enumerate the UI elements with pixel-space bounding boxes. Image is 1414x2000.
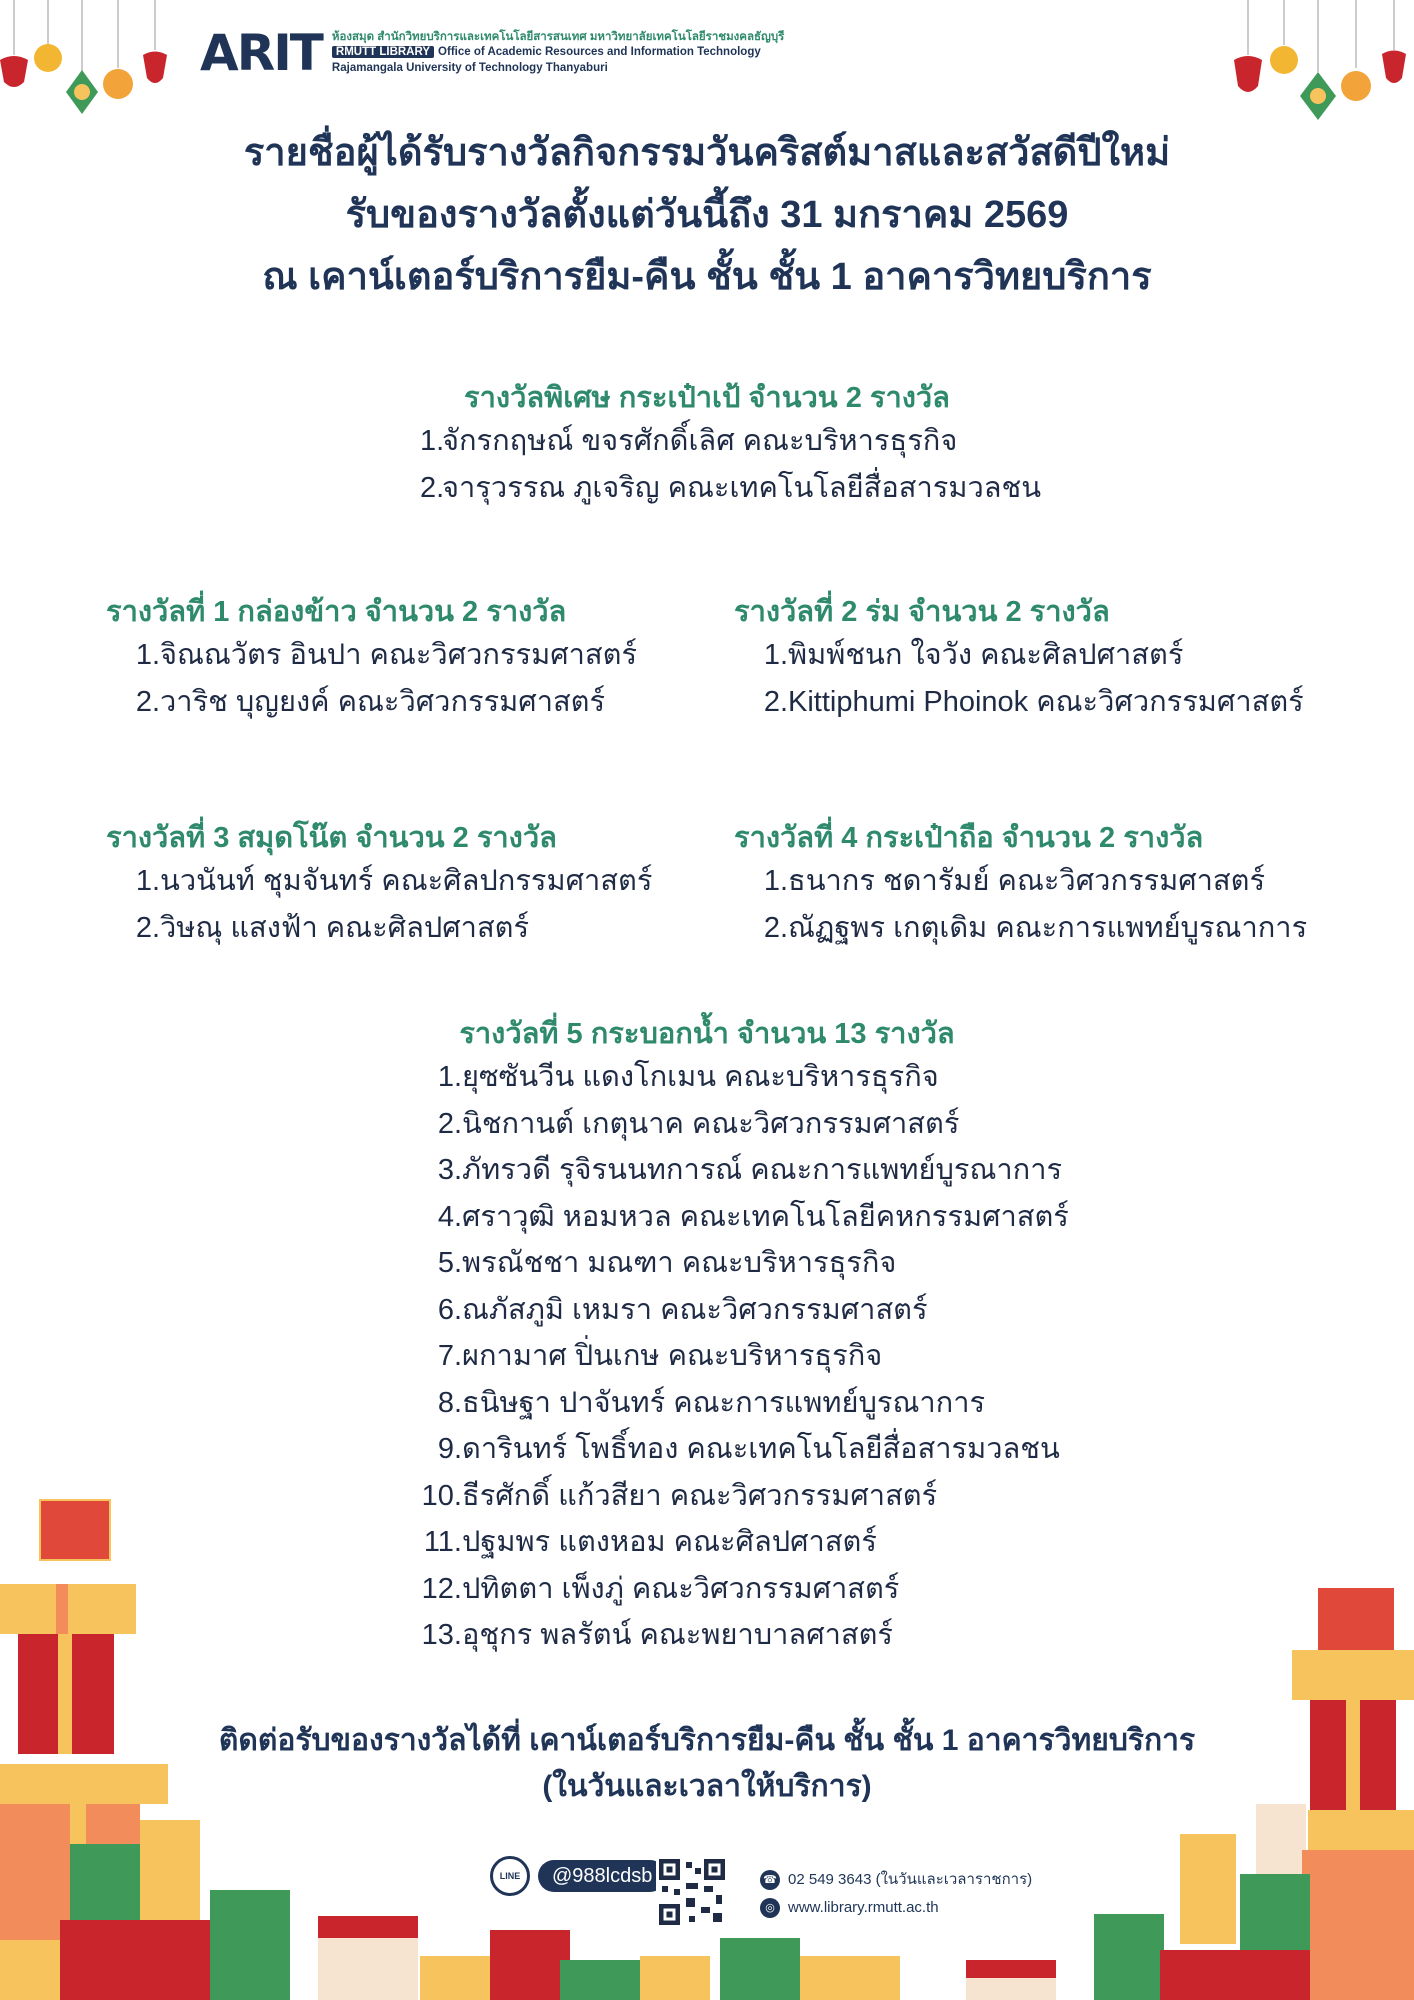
list-item: 2.Kittiphumi Phoinok คณะวิศวกรรมศาสตร์ bbox=[763, 685, 1304, 718]
list-item: 5.พรณัชชา มณฑา คณะบริหารธุรกิจ bbox=[437, 1247, 897, 1279]
title-line-2: รับของรางวัลตั้งแต่วันนี้ถึง 31 มกราคม 2569 bbox=[345, 194, 1069, 236]
list-item: 2.ณัฏฐพร เกตุเดิม คณะการแพทย์บูรณาการ bbox=[763, 911, 1308, 944]
list-item: 6.ณภัสภูมิ เหมรา คณะวิศวกรรมศาสตร์ bbox=[437, 1293, 928, 1326]
list-item: 2.จารุวรรณ ภูเจริญ คณะเทคโนโลยีสื่อสารมวลชน bbox=[420, 471, 1042, 504]
winner-list-3 bbox=[134, 858, 652, 951]
line-id-badge[interactable]: @988lcdsb bbox=[538, 1860, 666, 1892]
list-item: 13.อุชุกร พลรัตน์ คณะพยาบาลศาสตร์ bbox=[421, 1619, 894, 1651]
list-item: 12.ปทิตตา เพ็งภู่ คณะวิศวกรรมศาสตร์ bbox=[421, 1572, 900, 1605]
prize-heading-special: รางวัลพิเศษ กระเป๋าเป้ จำนวน 2 รางวัล bbox=[464, 382, 950, 414]
list-item: 1.นวนันท์ ชุมจันทร์ คณะศิลปกรรมศาสตร์ bbox=[135, 865, 653, 897]
ornament-cluster-left-balls bbox=[0, 44, 167, 114]
title-line-1: รายชื่อผู้ได้รับรางวัลกิจกรรมวันคริสต์มาสและสวัสดีปีใหม่ bbox=[243, 132, 1171, 174]
list-item: 7.ผกามาศ ปิ่นเกษ คณะบริหารธุรกิจ bbox=[437, 1340, 883, 1372]
logo-line-thai: ห้องสมุด สำนักวิทยบริการและเทคโนโลยีสารสนเทศ มหาวิทยาลัยเทคโนโลยีราชมงคลธัญบุรี bbox=[331, 31, 785, 44]
pickup-contact-note bbox=[0, 1718, 1414, 1810]
prize-block-3 bbox=[106, 818, 652, 951]
list-item: 2.วิษณุ แสงฟ้า คณะศิลปศาสตร์ bbox=[135, 911, 530, 944]
list-item: 1.จิณณวัตร อินปา คณะวิศวกรรมศาสตร์ bbox=[135, 639, 638, 671]
prize-block-4 bbox=[734, 818, 1307, 951]
qr-code-icon[interactable] bbox=[656, 1856, 728, 1928]
winner-list-1 bbox=[134, 632, 637, 725]
prize-block-1 bbox=[106, 592, 637, 725]
winner-list-2 bbox=[762, 632, 1304, 725]
contact-line-1: ติดต่อรับของรางวัลได้ที่ เคาน์เตอร์บริการยืม-คืน ชั้น ชั้น 1 อาคารวิทยบริการ bbox=[218, 1724, 1196, 1757]
list-item: 1.พิมพ์ชนก ใจวัง คณะศิลปศาสตร์ bbox=[763, 639, 1184, 671]
list-item: 1.จักรกฤษณ์ ขจรศักดิ์เลิศ คณะบริหารธุรกิจ bbox=[420, 425, 958, 457]
list-item: 8.ธนิษฐา ปาจันทร์ คณะการแพทย์บูรณาการ bbox=[437, 1386, 986, 1419]
website-link[interactable]: www.library.rmutt.ac.th bbox=[788, 1899, 939, 1916]
winner-list-5 bbox=[420, 1054, 1414, 1659]
contact-line-2: (ในวันและเวลาให้บริการ) bbox=[542, 1770, 872, 1803]
list-item: 10.ธีรศักดิ์ แก้วสียา คณะวิศวกรรมศาสตร์ bbox=[421, 1479, 938, 1512]
website-row[interactable] bbox=[760, 1894, 1032, 1922]
phone-icon: ☎ bbox=[760, 1870, 780, 1890]
line-contact[interactable] bbox=[490, 1856, 666, 1896]
list-item: 1.ยุซซันวีน แดงโกเมน คณะบริหารธุรกิจ bbox=[437, 1061, 939, 1093]
logo-line-university: Rajamangala University of Technology Thanyaburi bbox=[331, 61, 608, 74]
list-item: 11.ปฐมพร แตงหอม คณะศิลปศาสตร์ bbox=[423, 1526, 877, 1558]
prize-heading-3: รางวัลที่ 3 สมุดโน๊ต จำนวน 2 รางวัล bbox=[106, 822, 557, 854]
list-item: 4.ศราวุฒิ หอมหวล คณะเทคโนโลยีคหกรรมศาสตร์ bbox=[437, 1200, 1069, 1233]
phone-row bbox=[760, 1866, 1032, 1894]
logo-office-text: Office of Academic Resources and Information Technology bbox=[438, 46, 761, 59]
contact-info bbox=[760, 1866, 1032, 1922]
prize-heading-5: รางวัลที่ 5 กระบอกน้ำ จำนวน 13 รางวัล bbox=[459, 1018, 955, 1050]
list-item: 1.ธนากร ชดารัมย์ คณะวิศวกรรมศาสตร์ bbox=[763, 865, 1266, 897]
prize-block-5 bbox=[0, 1014, 1414, 1659]
logo-text-block bbox=[332, 31, 784, 75]
phone-number: 02 549 3643 (ในวันและเวลาราชการ) bbox=[788, 1871, 1033, 1888]
globe-icon: ◎ bbox=[760, 1898, 780, 1918]
prize-block-2 bbox=[734, 592, 1304, 725]
prize-heading-4: รางวัลที่ 4 กระเป๋าถือ จำนวน 2 รางวัล bbox=[734, 822, 1204, 854]
winner-list-special bbox=[420, 418, 1414, 511]
logo-tag: RMUTT LIBRARY bbox=[332, 46, 434, 58]
logo-line-office bbox=[332, 46, 784, 59]
line-icon: LINE bbox=[490, 1856, 530, 1896]
gift-row-bottom bbox=[318, 1916, 1056, 2000]
ornament-cluster-right bbox=[1234, 46, 1406, 120]
page-title bbox=[0, 122, 1414, 308]
arit-logo bbox=[200, 24, 785, 82]
list-item: 2.วาริช บุญยงค์ คณะวิศวกรรมศาสตร์ bbox=[135, 685, 606, 718]
list-item: 3.ภัทรวดี รุจิรนนทการณ์ คณะการแพทย์บูรณาการ bbox=[437, 1154, 1063, 1186]
title-line-3: ณ เคาน์เตอร์บริการยืม-คืน ชั้น ชั้น 1 อาคารวิทยบริการ bbox=[262, 256, 1152, 298]
list-item: 9.ดารินทร์ โพธิ์ทอง คณะเทคโนโลยีสื่อสารมวลชน bbox=[437, 1433, 1060, 1465]
winner-list-4 bbox=[762, 858, 1307, 951]
prize-block-special bbox=[0, 378, 1414, 511]
prize-heading-2: รางวัลที่ 2 ร่ม จำนวน 2 รางวัล bbox=[734, 596, 1110, 628]
prize-heading-1: รางวัลที่ 1 กล่องข้าว จำนวน 2 รางวัล bbox=[106, 596, 567, 628]
arit-logo-mark: ARIT bbox=[200, 24, 322, 82]
list-item: 2.นิชกานต์ เกตุนาค คณะวิศวกรรมศาสตร์ bbox=[437, 1107, 960, 1140]
